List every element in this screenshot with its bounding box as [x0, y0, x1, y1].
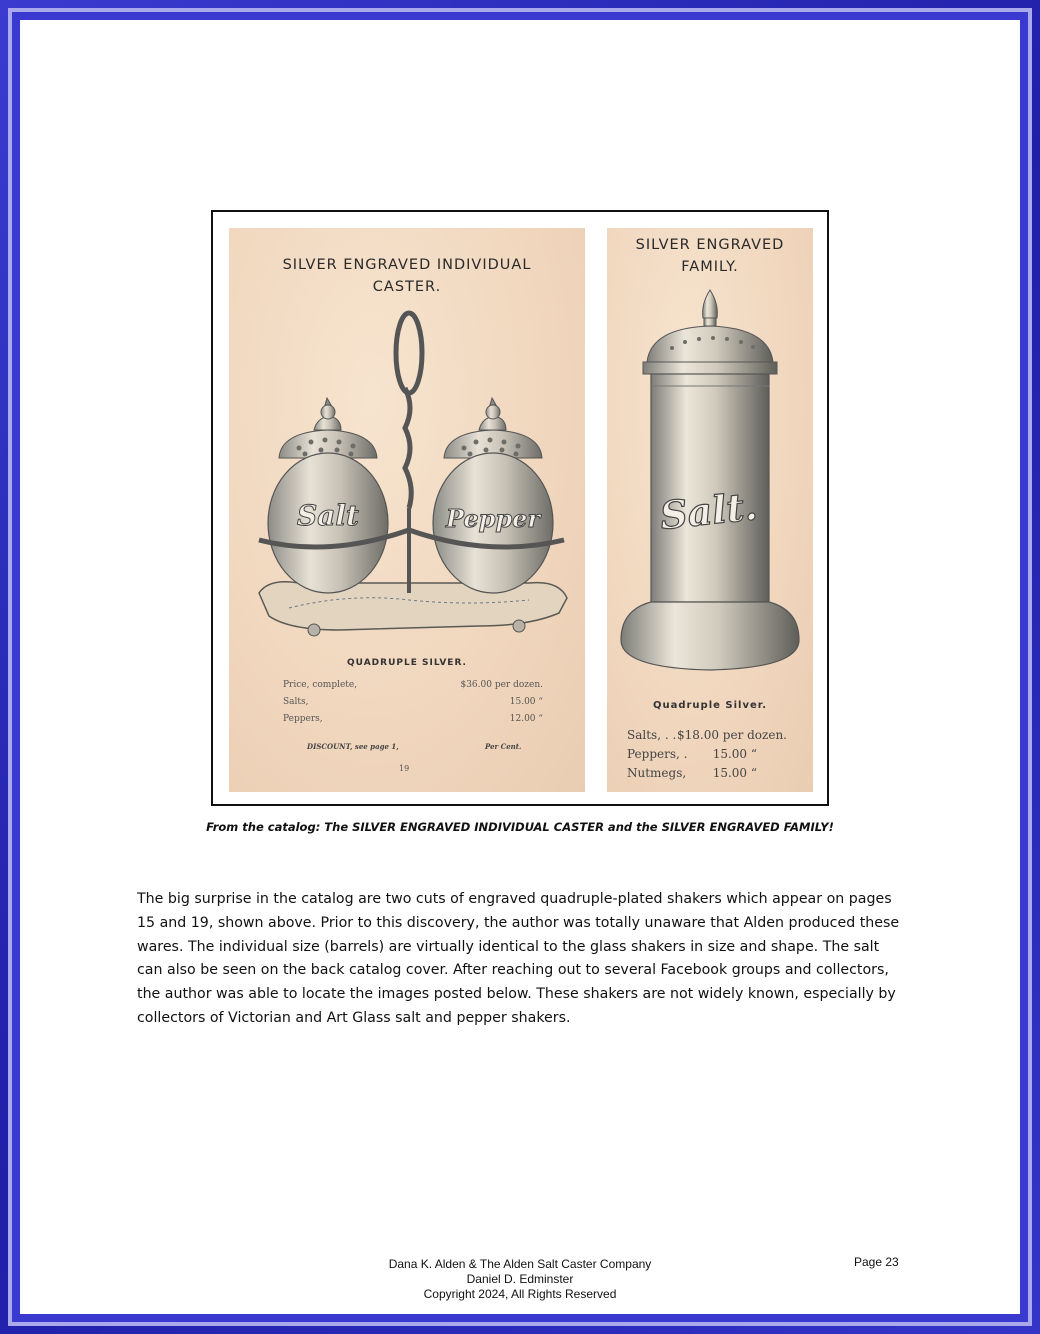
- price-label: Nutmegs,: [627, 766, 687, 780]
- engraving-salt-family: Salt.: [657, 483, 760, 539]
- price-label: Price, complete,: [283, 680, 358, 690]
- catalog-panel-individual-caster: [229, 228, 585, 792]
- catalog-panel-family: [607, 228, 813, 792]
- page-number: Page 23: [854, 1255, 899, 1269]
- price-value: 12.00 “: [509, 714, 543, 724]
- price-label: Salts, . .: [627, 728, 677, 742]
- panel-title-family: SILVER ENGRAVED FAMILY.: [635, 237, 785, 275]
- panel-subtitle-quadruple-silver-family: Quadruple Silver.: [652, 700, 768, 711]
- price-row-nutmegs-family: [627, 766, 757, 780]
- price-value: 15.00 “: [509, 697, 543, 707]
- price-label: Peppers, .: [627, 747, 688, 761]
- document-page: [20, 20, 1020, 1314]
- price-row-salts-family: [627, 728, 787, 742]
- family-shaker-illustration: [607, 284, 813, 694]
- footer-line-author: Daniel D. Edminster: [466, 1272, 574, 1286]
- price-label: Salts,: [283, 697, 309, 707]
- panel-subtitle-quadruple-silver: QUADRUPLE SILVER.: [347, 658, 467, 668]
- figure-caption: From the catalog: The SILVER ENGRAVED INDIVIDUAL CASTER and the SILVER ENGRAVED FAMILY!: [206, 820, 834, 834]
- engraving-salt: Salt: [297, 499, 359, 532]
- price-row-complete: [283, 680, 543, 690]
- discount-note: DISCOUNT, see page 1,: [307, 742, 399, 751]
- per-cent-note: Per Cent.: [485, 742, 522, 751]
- price-label: Peppers,: [283, 714, 323, 724]
- price-row-peppers: [283, 714, 543, 724]
- catalog-figure: [211, 210, 829, 806]
- price-row-salts: [283, 697, 543, 707]
- price-value: $18.00 per dozen.: [676, 728, 787, 742]
- price-value: 15.00 “: [712, 766, 757, 780]
- price-row-peppers-family: [627, 747, 757, 761]
- panel-title-individual-caster: SILVER ENGRAVED INDIVIDUAL CASTER.: [282, 257, 532, 295]
- engraving-pepper: Pepper: [445, 504, 541, 533]
- body-paragraph: The big surprise in the catalog are two cuts of engraved quadruple-plated shakers which appear on pages 15 and 19, shown above. Prior to this discovery, the author was totally unaware that Alden produced these wares. The individual size (barrels) are virtually identical to the glass shakers in size and shape. The salt can also be seen on the back catalog cover. After reaching out to several Facebook groups and collectors, the author was able to locate the images posted below. These shakers are not widely known, especially by collectors of Victorian and Art Glass salt and pepper shakers.: [137, 891, 900, 1026]
- catalog-page-number: 19: [399, 764, 410, 773]
- price-value: 15.00 “: [712, 747, 757, 761]
- footer-line-copyright: Copyright 2024, All Rights Reserved: [423, 1287, 617, 1301]
- footer-line-title: Dana K. Alden & The Alden Salt Caster Company: [388, 1257, 652, 1271]
- price-value: $36.00 per dozen.: [460, 680, 543, 690]
